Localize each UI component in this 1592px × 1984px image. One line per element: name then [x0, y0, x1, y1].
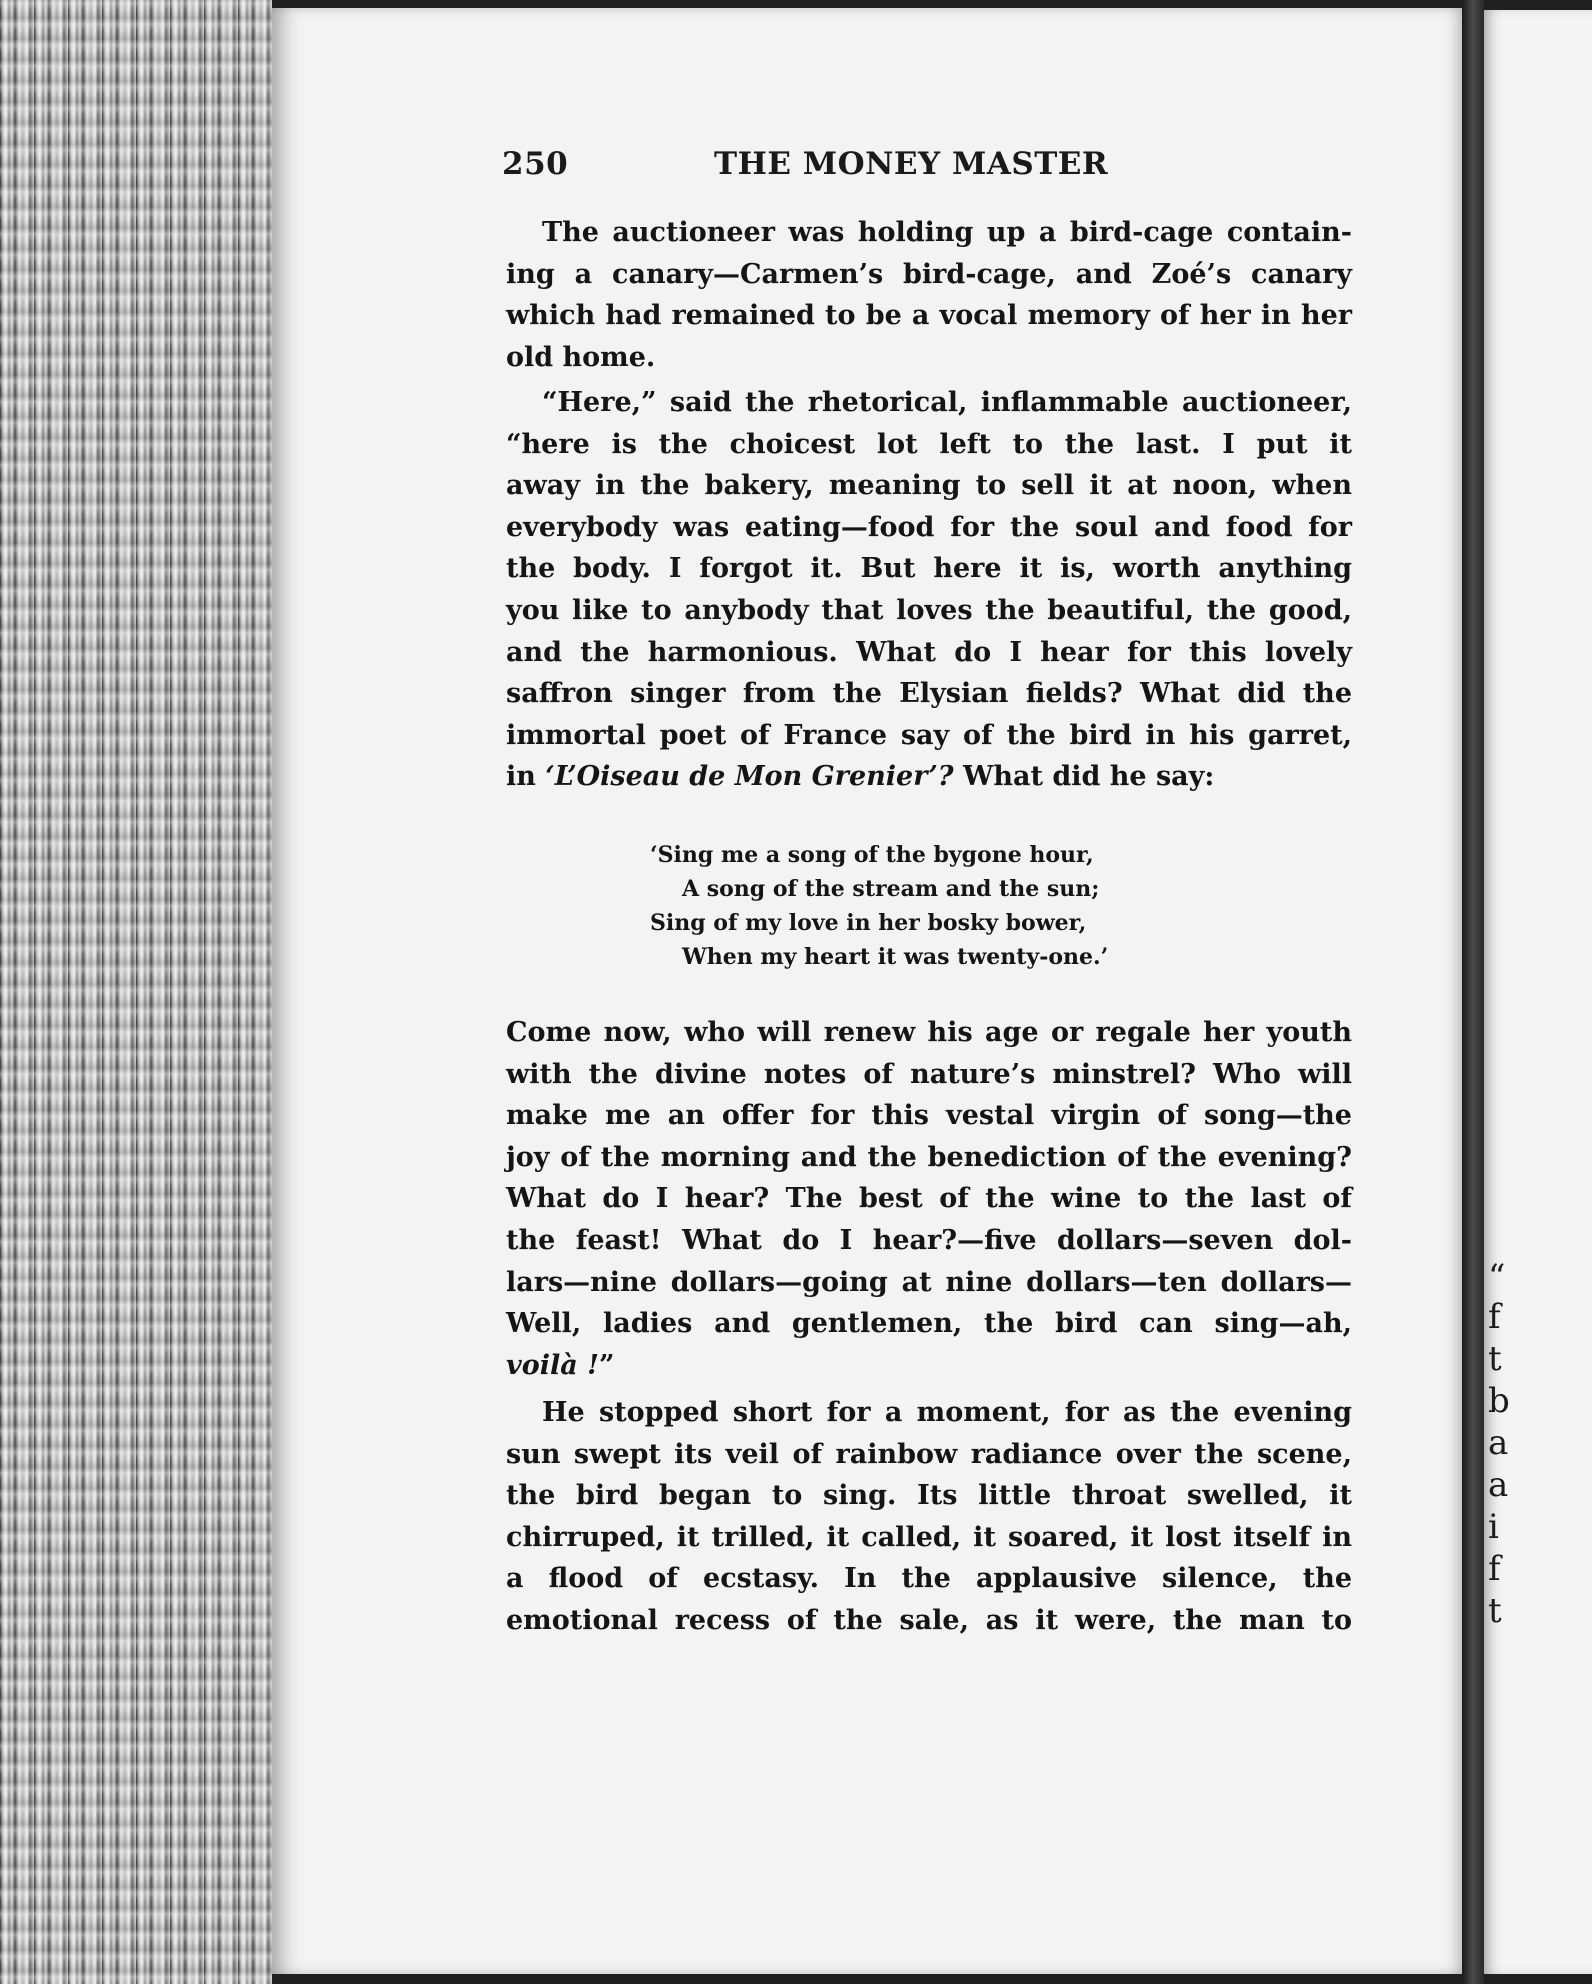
- page-number: 250: [502, 146, 569, 182]
- text-line: Come now, who will renew his age or regale her youth: [506, 1017, 1352, 1048]
- text-line: immortal poet of France say of the bird in his garret,: [506, 719, 1352, 751]
- adjacent-page-fragment: f: [1488, 1297, 1501, 1337]
- text-fragment: What did he say:: [953, 761, 1215, 793]
- adjacent-page-fragment: “: [1488, 1257, 1506, 1297]
- text-line: the bird began to sing. Its little throat swelled, it: [506, 1480, 1352, 1512]
- text-line: make me an offer for this vestal virgin of song—the: [506, 1100, 1352, 1132]
- text-line: and the harmonious. What do I hear for this lovely: [506, 636, 1352, 668]
- verse-line: Sing of my love in her bosky bower,: [650, 910, 1087, 936]
- text-line: ing a canary—Carmen’s bird-cage, and Zoé’s canary: [506, 258, 1352, 290]
- text-line: sun swept its veil of rainbow radiance over the scene,: [506, 1438, 1352, 1470]
- text-line: lars—nine dollars—going at nine dollars—ten dollars—: [506, 1266, 1352, 1298]
- verse-line: A song of the stream and the sun;: [682, 876, 1100, 902]
- text-line: emotional recess of the sale, as it were, the man to: [506, 1604, 1352, 1636]
- text-line: which had remained to be a vocal memory of her in her: [506, 300, 1352, 332]
- paragraph-1: [506, 212, 1352, 378]
- running-title: THE MONEY MASTER: [714, 146, 1109, 182]
- verse-quote: [650, 838, 1210, 974]
- adjacent-page-fragment: t: [1488, 1339, 1502, 1379]
- text-line: you like to anybody that loves the beautiful, the good,: [506, 594, 1352, 626]
- text-line: the body. I forgot it. But here it is, worth anything: [506, 553, 1352, 585]
- text-line: [506, 1345, 1352, 1387]
- page-header: [502, 146, 1358, 186]
- text-line: chirruped, it trilled, it called, it soared, it lost itself in: [506, 1521, 1352, 1553]
- adjacent-page-fragment: b: [1488, 1381, 1510, 1421]
- text-line: What do I hear? The best of the wine to the last of: [506, 1183, 1352, 1215]
- paragraph-2: [506, 382, 1352, 798]
- adjacent-page-fragment: a: [1488, 1465, 1509, 1505]
- text-line: with the divine notes of nature’s minstrel? Who will: [506, 1058, 1352, 1090]
- text-line: He stopped short for a moment, for as the evening: [542, 1397, 1352, 1428]
- adjacent-page-fragment: a: [1488, 1423, 1509, 1463]
- italic-title: ‘L’Oiseau de Mon Grenier’?: [545, 761, 954, 793]
- text-line: “here is the choicest lot left to the last. I put it: [506, 428, 1352, 460]
- verse-line: ‘Sing me a song of the bygone hour,: [650, 842, 1094, 868]
- adjacent-page-fragment: f: [1488, 1549, 1501, 1589]
- adjacent-page: [1484, 10, 1592, 1974]
- text-line: old home.: [506, 341, 656, 373]
- text-line: a flood of ecstasy. In the applausive silence, the: [506, 1563, 1352, 1595]
- text-line: [506, 756, 1352, 798]
- adjacent-page-fragment: i: [1488, 1507, 1499, 1547]
- verse-line: When my heart it was twenty-one.’: [682, 944, 1109, 970]
- text-line: The auctioneer was holding up a bird-cage contain-: [542, 217, 1352, 248]
- text-line: “Here,” said the rhetorical, inflammable auctioneer,: [542, 387, 1352, 418]
- text-line: joy of the morning and the benediction of the evening?: [506, 1141, 1352, 1173]
- text-line: Well, ladies and gentlemen, the bird can sing—ah,: [506, 1308, 1352, 1340]
- text-fragment: in: [506, 761, 546, 793]
- text-line: everybody was eating—food for the soul and food for: [506, 511, 1352, 543]
- text-line: saffron singer from the Elysian fields? What did the: [506, 678, 1352, 710]
- paragraph-4: [506, 1392, 1352, 1642]
- adjacent-page-fragment: t: [1488, 1591, 1502, 1631]
- paragraph-3: [506, 1012, 1352, 1386]
- text-line: away in the bakery, meaning to sell it at noon, when: [506, 470, 1352, 502]
- italic-phrase: voilà !: [506, 1349, 599, 1381]
- text-fragment: ”: [598, 1349, 615, 1381]
- text-line: the feast! What do I hear?—five dollars—seven dol-: [506, 1224, 1352, 1256]
- book-page-edges: [0, 0, 272, 1984]
- book-gutter: [1462, 0, 1484, 1984]
